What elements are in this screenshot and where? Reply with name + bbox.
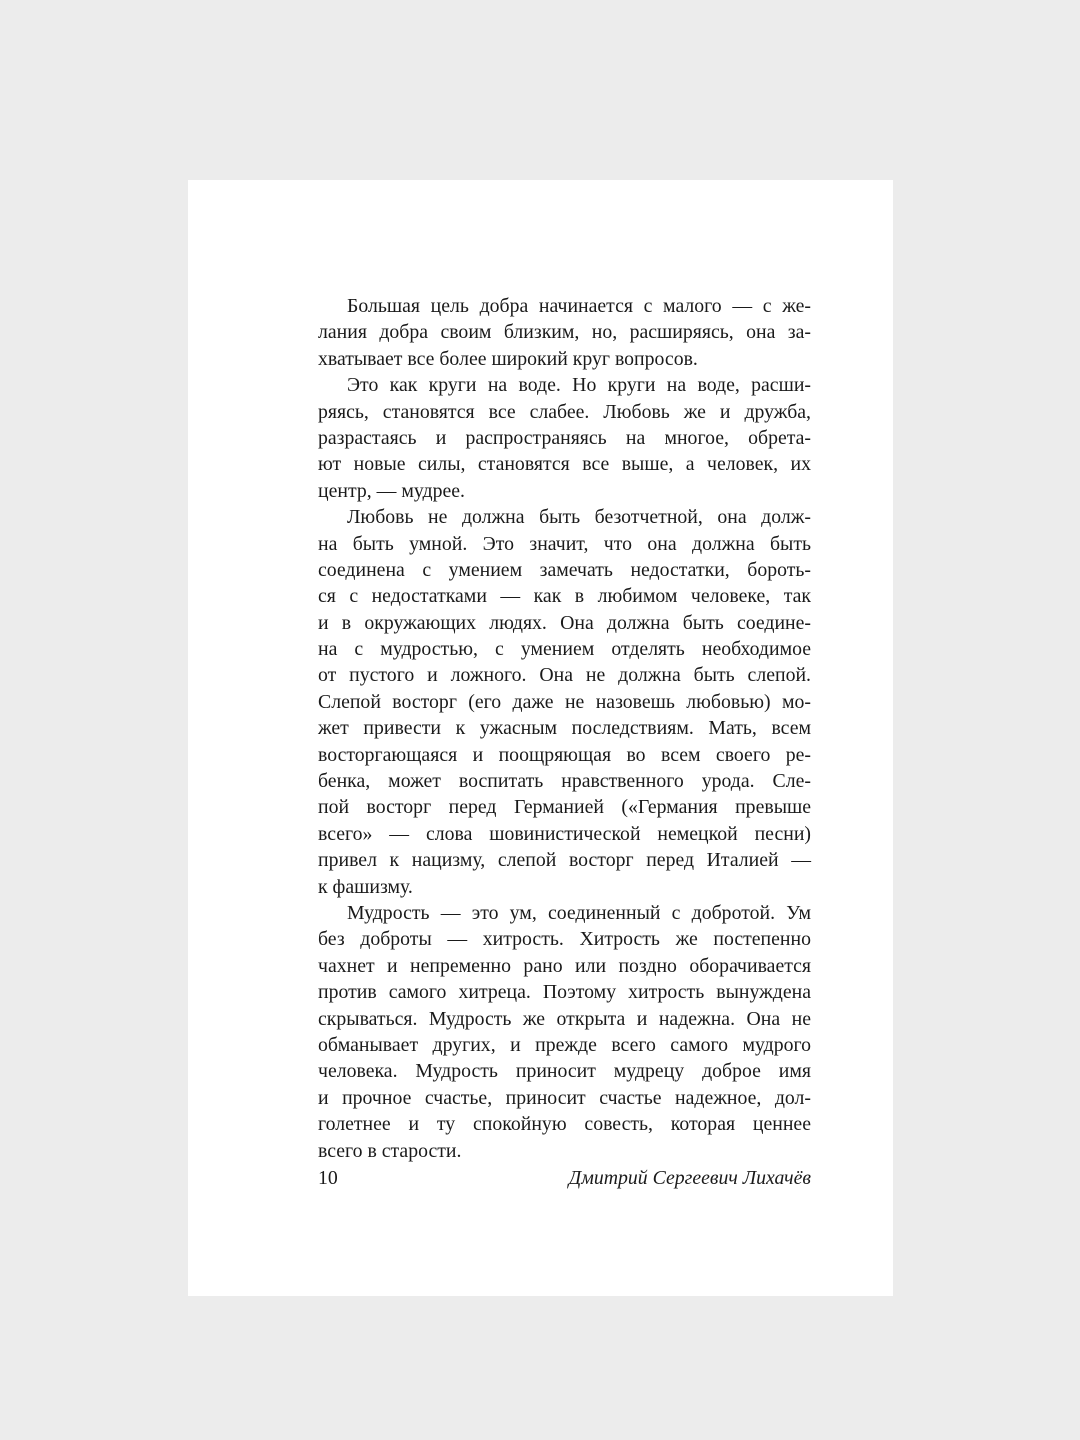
text-line: всего в старости. xyxy=(318,1139,462,1162)
text-line: хватывает все более широкий круг вопросов. xyxy=(318,347,698,370)
text-line: Большая цель добра начинается с малого — с же- xyxy=(347,295,811,317)
paragraph xyxy=(318,372,811,504)
text-line: ся с недостатками — как в любимом человеке, так xyxy=(318,585,811,608)
text-line: всего» — слова шовинистической немецкой песни) xyxy=(318,822,811,845)
text-line: пой восторг перед Германией («Германия превыше xyxy=(318,796,811,819)
paragraph xyxy=(318,293,811,372)
text-line: человека. Мудрость приносит мудрецу доброе имя xyxy=(318,1060,811,1083)
text-line: Любовь не должна быть безотчетной, она долж- xyxy=(347,506,811,529)
text-line: обманывает других, и прежде всего самого мудрого xyxy=(318,1033,811,1056)
text-line: против самого хитреца. Поэтому хитрость вынуждена xyxy=(318,981,811,1004)
text-line: от пустого и ложного. Она не должна быть слепой. xyxy=(318,664,811,687)
paragraph xyxy=(318,900,811,1164)
text-line: восторгающаяся и поощряющая во всем своего ре- xyxy=(318,743,811,766)
text-line: лания добра своим близким, но, расширяясь, она за- xyxy=(318,321,811,344)
book-page xyxy=(188,180,893,1296)
text-line: без доброты — хитрость. Хитрость же постепенно xyxy=(318,928,811,951)
text-line: скрываться. Мудрость же открыта и надежна. Она не xyxy=(318,1007,811,1030)
text-line: привел к нацизму, слепой восторг перед Италией — xyxy=(318,849,811,872)
page-number: 10 xyxy=(318,1167,338,1189)
text-line: на быть умной. Это значит, что она должна быть xyxy=(318,532,811,555)
text-line: Это как круги на воде. Но круги на воде, расши- xyxy=(347,374,811,397)
text-line: Мудрость — это ум, соединенный с добротой. Ум xyxy=(347,901,811,924)
running-header-author: Дмитрий Сергеевич Лихачёв xyxy=(568,1167,811,1189)
text-line: ряясь, становятся все слабее. Любовь же и дружба, xyxy=(318,400,811,423)
text-line: к фашизму. xyxy=(318,875,413,898)
text-line: разрастаясь и распространяясь на многое, обрета- xyxy=(318,426,811,449)
text-line: и прочное счастье, приносит счастье надежное, дол- xyxy=(318,1086,811,1109)
text-line: бенка, может воспитать нравственного урода. Сле- xyxy=(318,770,811,793)
text-line: соединена с умением замечать недостатки, бороть- xyxy=(318,558,811,581)
text-line: чахнет и непременно рано или поздно оборачивается xyxy=(318,954,811,977)
text-line: на с мудростью, с умением отделять необходимое xyxy=(318,638,811,661)
text-line: центр, — мудрее. xyxy=(318,479,465,502)
text-line: голетнее и ту спокойную совесть, которая ценнее xyxy=(318,1113,811,1136)
text-line: и в окружающих людях. Она должна быть соедине- xyxy=(318,611,811,634)
text-line: Слепой восторг (его даже не назовешь любовью) мо- xyxy=(318,690,811,713)
text-line: ют новые силы, становятся все выше, а человек, их xyxy=(318,453,811,476)
paragraph xyxy=(318,504,811,900)
text-line: жет привести к ужасным последствиям. Мать, всем xyxy=(318,717,811,740)
body-text xyxy=(318,293,811,1164)
page-footer xyxy=(318,1165,811,1191)
